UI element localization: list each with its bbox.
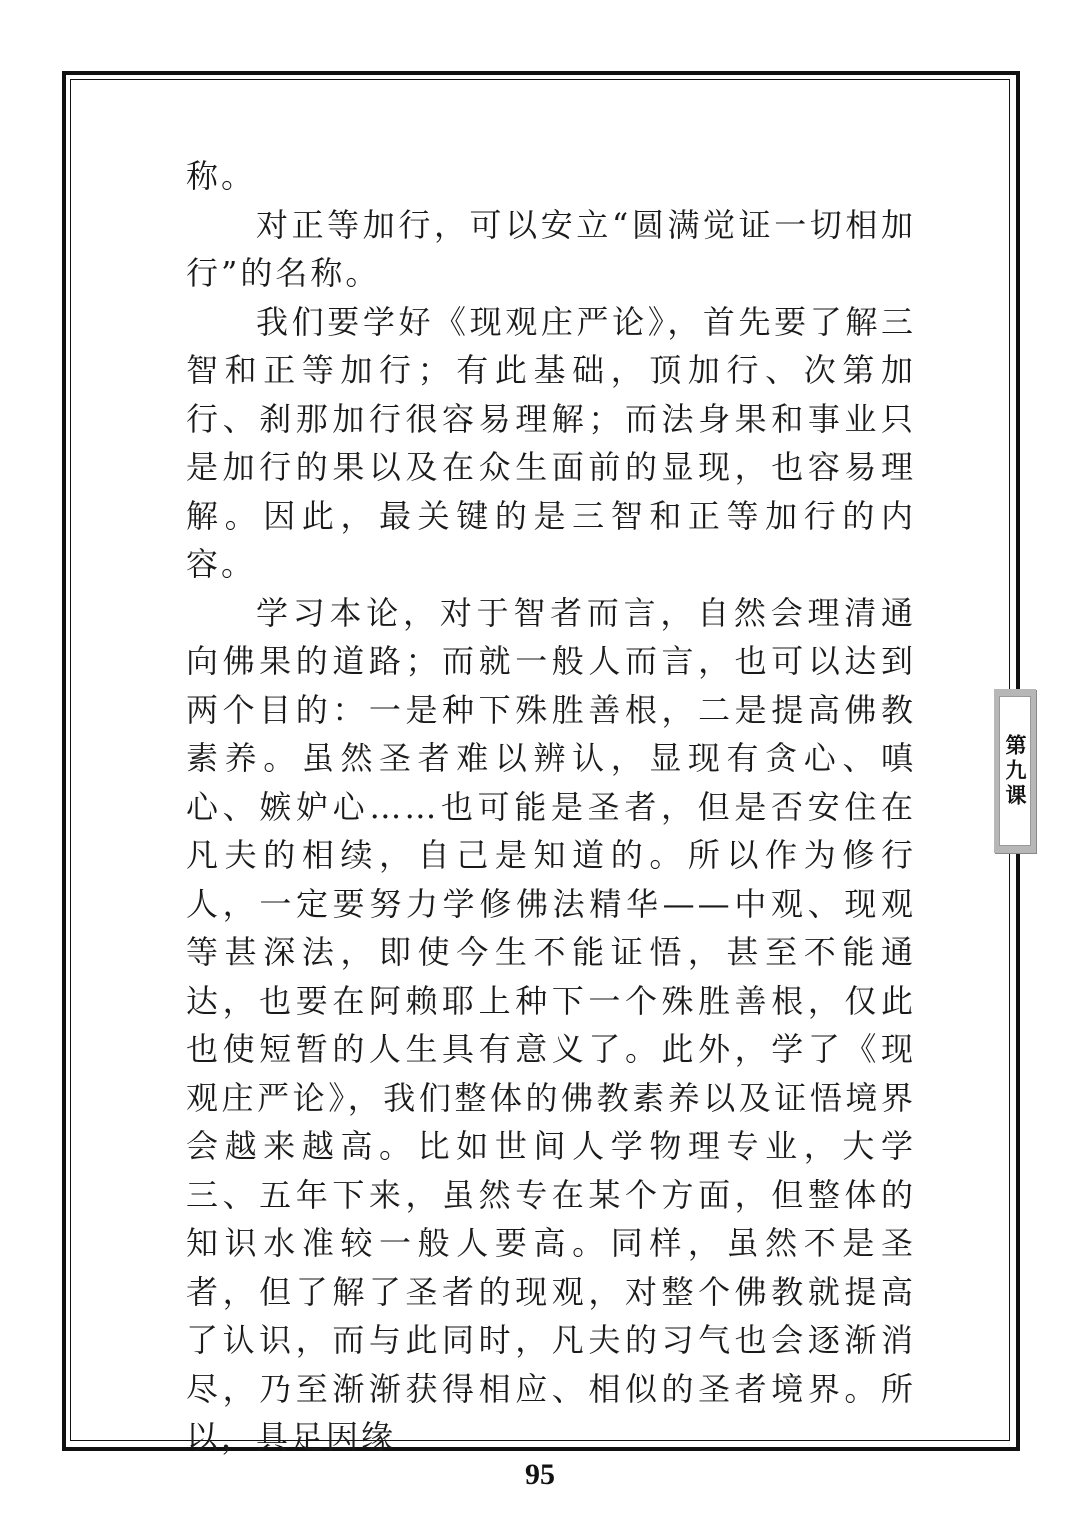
paragraph-1: 称。 <box>186 157 257 195</box>
chapter-side-tab-inner <box>999 696 1031 846</box>
chapter-side-tab <box>994 689 1036 853</box>
paragraph-2: 对正等加行，可以安立“圆满觉证一切相加行”的名称。 <box>186 205 916 292</box>
page-number: 95 <box>525 1458 555 1491</box>
body-text <box>186 152 916 1462</box>
paragraph-3: 我们要学好《现观庄严论》，首先要了解三智和正等加行；有此基础，顶加行、次第加行、刹那加行很容易理解；而法身果和事业只是加行的果以及在众生面前的显现，也容易理解。因此，最关键的是三智和正等加行的内容。 <box>186 302 916 583</box>
paragraph-4: 学习本论，对于智者而言，自然会理清通向佛果的道路；而就一般人而言，也可以达到两个目的：一是种下殊胜善根，二是提高佛教素养。虽然圣者难以辨认，显现有贪心、嗔心、嫉妒心……也可能是圣者，但是否安住在凡夫的相续，自己是知道的。所以作为修行人，一定要努力学修佛法精华——中观、现观等甚深法，即使今生不能证悟，甚至不能通达，也要在阿赖耶上种下一个殊胜善根，仅此也使短暂的人生具有意义了。此外，学了《现观庄严论》，我们整体的佛教素养以及证悟境界会越来越高。比如世间人学物理专业，大学三、五年下来，虽然专在某个方面，但整体的知识水准较一般人要高。同样，虽然不是圣者，但了解了圣者的现观，对整个佛教就提高了认识，而与此同时，凡夫的习气也会逐渐消尽，乃至渐渐获得相应、相似的圣者境界。所以，具足因缘 <box>186 593 916 1456</box>
chapter-label: 第九课 <box>1003 733 1028 809</box>
